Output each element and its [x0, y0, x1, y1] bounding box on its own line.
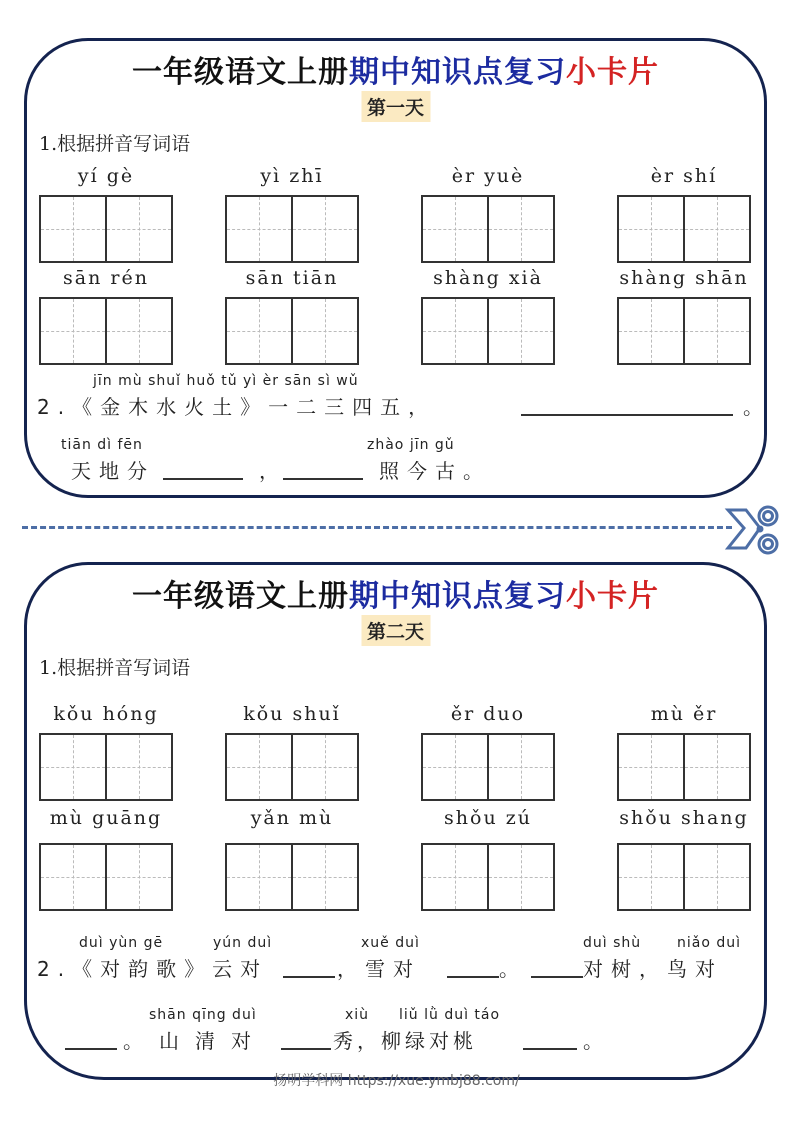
tianzige-boxes[interactable] [617, 195, 751, 263]
answer-blank[interactable] [65, 1047, 117, 1050]
poem-text: 照今古。 [379, 459, 491, 483]
q2-line1-text-d [583, 953, 723, 982]
title-part-black: 一年级语文上册 [132, 579, 349, 614]
tianzige-boxes[interactable] [225, 733, 359, 801]
pinyin: tiān dì fēn [61, 437, 143, 453]
tianzige-boxes[interactable] [617, 843, 751, 911]
pinyin: shǒu zú [444, 807, 532, 829]
pinyin: yún duì [213, 935, 273, 951]
tianzige-boxes[interactable] [39, 843, 173, 911]
q2-line1 [37, 391, 436, 420]
q2-line2-text-b [379, 455, 491, 484]
day-label: 第一天 [361, 91, 430, 122]
tianzige-boxes[interactable] [617, 733, 751, 801]
pinyin: shàng shān [619, 267, 749, 289]
q2-line2-text-a [123, 1025, 267, 1054]
q2-line2-text-a [71, 455, 155, 484]
pinyin: duì yùn gē [79, 935, 164, 951]
q2-line2-pinyin-a [61, 437, 143, 454]
poem-text: 秀，柳绿对桃 [333, 1029, 477, 1053]
pinyin: yǎn mù [250, 807, 334, 829]
question-1-label: 1.根据拼音写词语 [39, 133, 191, 155]
q2-line1-text-a [37, 953, 268, 982]
pinyin: kǒu hóng [53, 703, 159, 725]
day-label: 第二天 [361, 615, 430, 646]
card-title [27, 571, 764, 615]
answer-blank[interactable] [531, 975, 583, 978]
poem-text: 天地分 [71, 459, 155, 483]
q2-pinyin [149, 1007, 257, 1024]
review-card-day-1 [24, 38, 771, 498]
period: 。 [583, 1029, 611, 1053]
q2-pinyin [583, 935, 641, 952]
tianzige-boxes[interactable] [39, 195, 173, 263]
pinyin: zhào jīn gǔ [367, 437, 455, 453]
pinyin: kǒu shuǐ [243, 703, 341, 725]
title-part-red: 小卡片 [566, 579, 659, 614]
scissors-icon [724, 504, 782, 556]
title-part-blue: 期中知识点复习 [349, 55, 566, 90]
answer-blank[interactable] [163, 477, 243, 480]
pinyin: liǔ lǜ duì táo [399, 1007, 501, 1023]
tianzige-boxes[interactable] [617, 297, 751, 365]
poem-text: ，雪对 [337, 957, 421, 981]
review-card-day-2 [24, 562, 767, 1080]
pinyin: yì zhī [260, 165, 324, 187]
pinyin: yí gè [77, 165, 135, 187]
tianzige-boxes[interactable] [225, 843, 359, 911]
pinyin: ěr duo [450, 703, 526, 725]
pinyin: jīn mù shuǐ huǒ tǔ yì èr sān sì wǔ [93, 373, 359, 389]
pinyin: sān rén [63, 267, 149, 289]
tianzige-boxes[interactable] [421, 843, 555, 911]
q2-line1-text-c [499, 953, 527, 982]
cut-line [22, 526, 732, 529]
q2-line1-pinyin [93, 373, 359, 390]
q2-line2-text-c [583, 1025, 611, 1054]
pinyin: shān qīng duì [149, 1007, 257, 1023]
q2-line1-end [743, 391, 771, 420]
pinyin: shàng xià [433, 267, 543, 289]
pinyin: èr shí [650, 165, 718, 187]
answer-blank[interactable] [283, 477, 363, 480]
q2-line2-text-b [333, 1025, 477, 1054]
answer-blank[interactable] [281, 1047, 331, 1050]
comma: ， [408, 395, 437, 419]
pinyin: mù ěr [650, 703, 718, 725]
pinyin: mù guāng [49, 807, 163, 829]
watermark: 扬明学科网 https://xue.ymbj88.com/ [273, 1073, 520, 1089]
q2-pinyin [399, 1007, 500, 1024]
pinyin: duì shù [583, 935, 642, 951]
tianzige-boxes[interactable] [225, 297, 359, 365]
q2-pinyin [79, 935, 163, 952]
answer-blank[interactable] [447, 975, 499, 978]
card-title [27, 47, 764, 91]
question-1-label: 1.根据拼音写词语 [39, 657, 191, 679]
q2-line2-pinyin-b [367, 437, 455, 454]
q2-pinyin [677, 935, 741, 952]
pinyin: sān tiān [245, 267, 339, 289]
q2-pinyin [345, 1007, 369, 1024]
poem-text: 。山清对 [123, 1029, 267, 1053]
tianzige-boxes[interactable] [39, 733, 173, 801]
q2-line1-text-b [337, 953, 421, 982]
poem-text: 对树，鸟对 [583, 957, 723, 981]
title-part-blue: 期中知识点复习 [349, 579, 566, 614]
answer-blank[interactable] [521, 413, 733, 416]
tianzige-boxes[interactable] [421, 733, 555, 801]
period: 。 [499, 957, 527, 981]
poem-text: 2.《金木水火土》一二三四五 [37, 395, 409, 419]
comma: ， [259, 459, 287, 483]
tianzige-boxes[interactable] [39, 297, 173, 365]
answer-blank[interactable] [523, 1047, 577, 1050]
title-part-black: 一年级语文上册 [132, 55, 349, 90]
q2-pinyin [213, 935, 272, 952]
pinyin: niǎo duì [677, 935, 742, 951]
pinyin: èr yuè [451, 165, 525, 187]
tianzige-boxes[interactable] [225, 195, 359, 263]
answer-blank[interactable] [283, 975, 335, 978]
tianzige-boxes[interactable] [421, 195, 555, 263]
pinyin: xuě duì [361, 935, 420, 951]
tianzige-boxes[interactable] [421, 297, 555, 365]
period: 。 [743, 395, 771, 419]
pinyin: shǒu shang [619, 807, 749, 829]
title-part-red: 小卡片 [566, 55, 659, 90]
pinyin: xiù [345, 1007, 370, 1023]
q2-pinyin [361, 935, 420, 952]
poem-text: 2.《对韵歌》云对 [37, 957, 269, 981]
